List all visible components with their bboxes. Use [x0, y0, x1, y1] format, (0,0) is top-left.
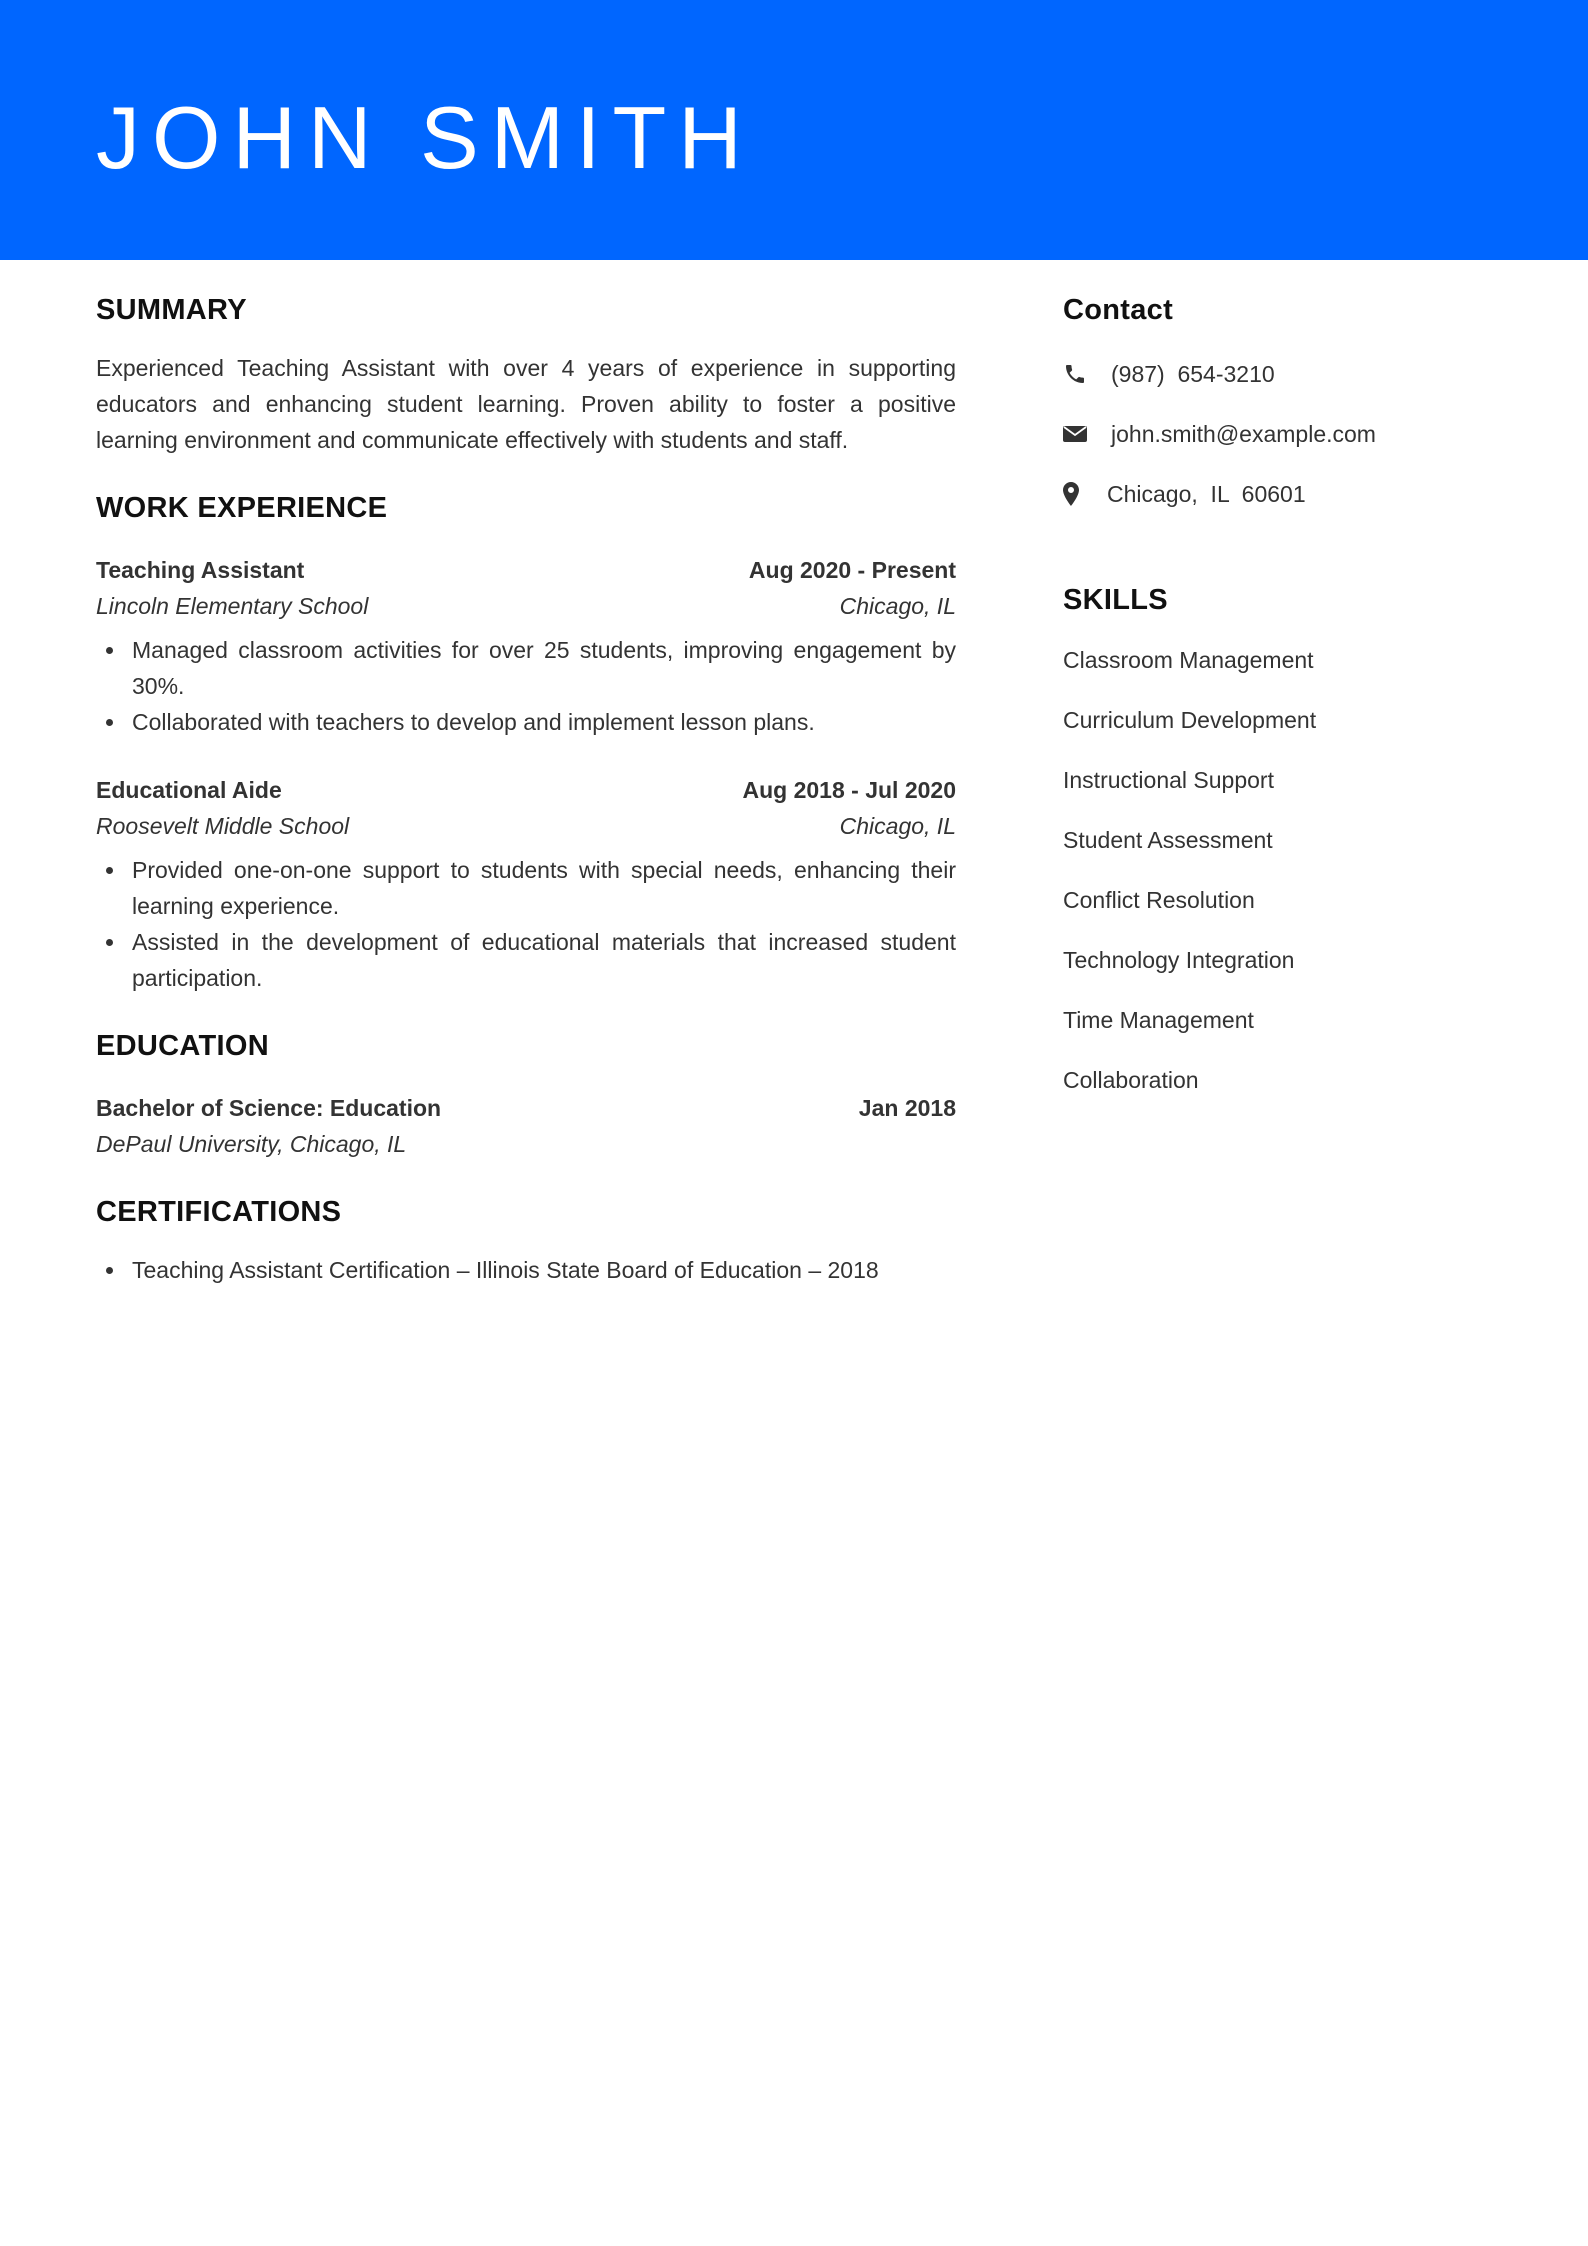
- education-date: Jan 2018: [858, 1095, 956, 1121]
- education-section: [96, 1026, 956, 1162]
- job-organization: Roosevelt Middle School: [96, 813, 350, 839]
- education-entry: [96, 1090, 956, 1162]
- job-title: Educational Aide: [96, 777, 282, 803]
- job-org-row: [96, 808, 956, 844]
- job-entry: [96, 552, 956, 740]
- job-bullets: [96, 852, 956, 996]
- job-org-row: [96, 588, 956, 624]
- skill-item: Time Management: [1063, 1007, 1254, 1033]
- contact-location-text: Chicago, IL 60601: [1107, 481, 1306, 507]
- job-dates: Aug 2020 - Present: [748, 557, 956, 583]
- header-banner: [0, 0, 1588, 260]
- skill-item: Collaboration: [1063, 1067, 1199, 1093]
- skills-title: SKILLS: [1063, 584, 1168, 616]
- skill-item: Curriculum Development: [1063, 707, 1317, 733]
- contact-location: [1063, 476, 1503, 512]
- skill-item: Conflict Resolution: [1063, 887, 1255, 913]
- job-organization: Lincoln Elementary School: [96, 593, 369, 619]
- job-header-row: [96, 552, 956, 588]
- skill-item: Classroom Management: [1063, 647, 1314, 673]
- main-column: [96, 290, 956, 1288]
- summary-section: [96, 290, 956, 458]
- skill-item: Student Assessment: [1063, 827, 1273, 853]
- job-bullet: Managed classroom activities for over 25 students, improving engagement by 30%.: [132, 632, 956, 704]
- contact-section: [1063, 290, 1503, 512]
- envelope-icon: [1063, 420, 1091, 448]
- map-marker-icon: [1063, 480, 1087, 508]
- summary-title: SUMMARY: [96, 294, 247, 326]
- job-title: Teaching Assistant: [96, 557, 305, 583]
- contact-email-text: john.smith@example.com: [1111, 421, 1376, 447]
- phone-icon: [1063, 360, 1091, 388]
- contact-title: Contact: [1063, 294, 1174, 326]
- sidebar-column: [1063, 290, 1503, 1122]
- education-degree: Bachelor of Science: Education: [96, 1095, 442, 1121]
- skills-section: [1063, 580, 1503, 1098]
- contact-email: [1063, 416, 1503, 452]
- education-school: DePaul University, Chicago, IL: [96, 1131, 407, 1157]
- contact-list: [1063, 356, 1503, 512]
- certification-item: Teaching Assistant Certification – Illinois State Board of Education – 2018: [132, 1252, 956, 1288]
- contact-phone: [1063, 356, 1503, 392]
- summary-text: Experienced Teaching Assistant with over 4 years of experience in supporting educators and enhancing student learning. Proven ability to foster a positive learning environment and communicate effectively with students and staff.: [96, 355, 956, 453]
- education-school-row: [96, 1126, 956, 1162]
- education-title: EDUCATION: [96, 1030, 269, 1062]
- job-bullet: Collaborated with teachers to develop and implement lesson plans.: [132, 704, 956, 740]
- contact-phone-text: (987) 654-3210: [1111, 361, 1275, 387]
- job-dates: Aug 2018 - Jul 2020: [742, 777, 956, 803]
- work-experience-title: WORK EXPERIENCE: [96, 492, 388, 524]
- job-location: Chicago, IL: [839, 593, 956, 619]
- certifications-title: CERTIFICATIONS: [96, 1196, 342, 1228]
- job-bullet: Provided one-on-one support to students with special needs, enhancing their learning experience.: [132, 852, 956, 924]
- job-location: Chicago, IL: [839, 813, 956, 839]
- work-experience-section: [96, 488, 956, 996]
- candidate-name: JOHN SMITH: [96, 88, 754, 187]
- job-bullet: Assisted in the development of educational materials that increased student participation.: [132, 924, 956, 996]
- skill-item: Technology Integration: [1063, 947, 1295, 973]
- job-entry: [96, 772, 956, 996]
- education-header-row: [96, 1090, 956, 1126]
- certification-list: [96, 1252, 956, 1288]
- skill-item: Instructional Support: [1063, 767, 1274, 793]
- job-bullets: [96, 632, 956, 740]
- skills-list: [1063, 642, 1503, 1098]
- job-header-row: [96, 772, 956, 808]
- certifications-section: [96, 1192, 956, 1288]
